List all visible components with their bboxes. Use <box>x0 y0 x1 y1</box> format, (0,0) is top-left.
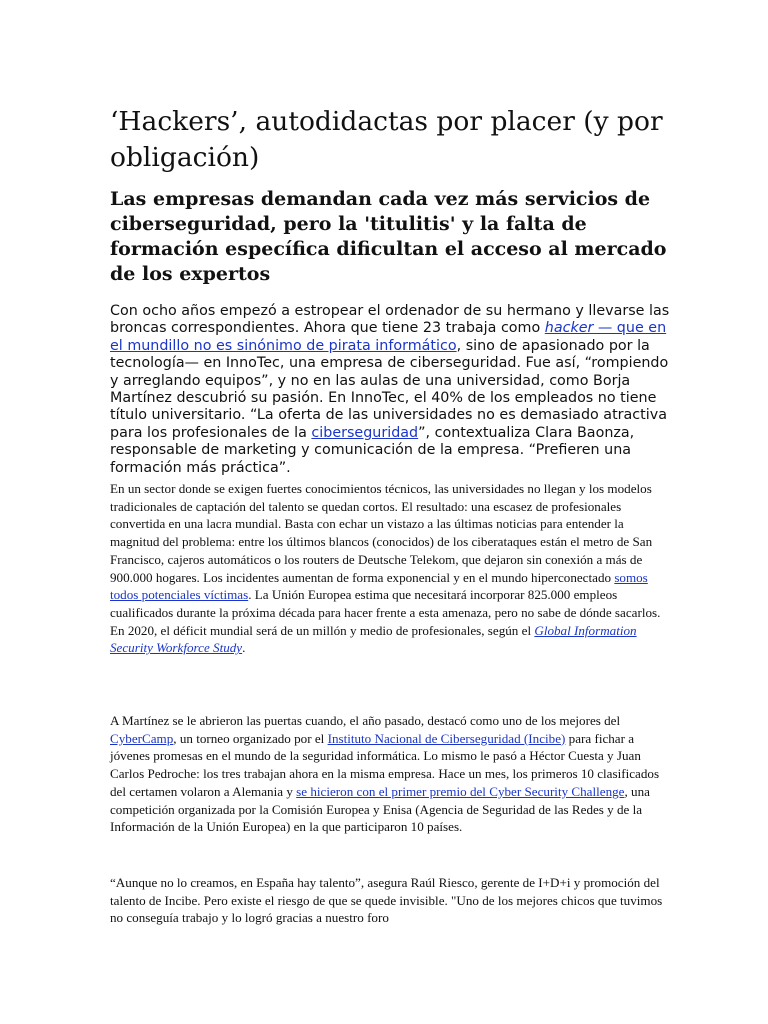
p3-text-4: , una competición organizada por la Comisión Europea y Enisa (Agencia de Seguridad de las Redes y de la Información de la Unión Europea) en la que participaron 10 países. <box>110 783 650 835</box>
p1-text-2: , sino de apasionado por la tecnología— en InnoTec, una empresa de ciberseguridad. Fue así, “rompiendo y arreglando equipos”, y no en las aulas de una universidad, como Borja Martínez descubrió su pasión. En InnoTec, el 40% de los empleados no tiene título universitario. “La oferta de las universidades no es demasiado atractiva para los profesionales de la <box>110 337 669 441</box>
p3-text-1: A Martínez se le abrieron las puertas cuando, el año pasado, destacó como uno de los mejores del <box>110 713 621 728</box>
p1-text-3: ”, contextualiza Clara Baonza, responsable de marketing y comunicación de la empresa. “Prefieren una formación más práctica”. <box>110 424 635 476</box>
hacker-definition-link[interactable]: — que en el mundillo no es sinónimo de pirata informático <box>110 320 667 354</box>
p2-text-3: . <box>242 640 246 656</box>
p4-text-1: “Aunque no lo creamos, en España hay talento”, asegura Raúl Riesco, gerente de I+D+i y promoción del talento de Incibe. Pero existe el riesgo de que se quede invisible. "Uno de los mejores chicos que tuvimos no conseguía trabajo y lo logró gracias a nuestro foro <box>110 875 663 926</box>
incibe-link[interactable]: Instituto Nacional de Ciberseguridad (Incibe) <box>327 730 566 746</box>
cyber-security-challenge-link[interactable]: se hicieron con el primer premio del Cyber Security Challenge <box>296 783 625 799</box>
p1-text-1: Con ocho años empezó a estropear el ordenador de su hermano y llevarse las broncas correspondientes. Ahora que tiene 23 trabaja como <box>110 303 670 337</box>
article-subtitle: Las empresas demandan cada vez más servicios de ciberseguridad, pero la 'titulitis' y la falta de formación específica dificultan el acceso al mercado de los expertos <box>110 188 667 285</box>
paragraph-talento <box>110 874 670 927</box>
hacker-link[interactable]: hacker <box>544 320 594 337</box>
cybercamp-link[interactable]: CyberCamp <box>110 730 174 746</box>
p2-text-2: . La Unión Europea estima que necesitará incorporar 825.000 empleos cualificados durante la próxima década para hacer frente a esta amenaza, pero no sabe de dónde sacarlos. En 2020, el déficit mundial será de un millón y medio de profesionales, según el <box>110 587 661 638</box>
paragraph-cybercamp <box>110 712 670 836</box>
p3-text-2: , un torneo organizado por el <box>173 730 328 746</box>
workforce-study-link[interactable]: Global Information Security Workforce Study <box>110 622 637 656</box>
paragraph-sector <box>110 480 670 657</box>
p3-text-3: para fichar a jóvenes promesas en el mundo de la seguridad informática. Lo mismo le pasó a Héctor Cuesta y Juan Carlos Pedroche: los tres trabajan ahora en la misma empresa. Hace un mes, los primeros 10 clasificados del certamen volaron a Alemania y <box>110 730 660 799</box>
p2-text-1: En un sector donde se exigen fuertes conocimientos técnicos, las universidades no llegan y los modelos tradicionales de captación del talento se quedan cortos. El resultado: una escasez de profesionales convertida en una lacra mundial. Basta con echar un vistazo a las últimas noticias para entender la magnitud del problema: entre los últimos blancos (conocidos) de los ciberataques están el metro de San Francisco, cajeros automáticos o los routers de Deutsche Telekom, que dejaron sin conexión a más de 900.000 hogares. Los incidentes aumentan de forma exponencial y en el mundo hiperconectado <box>110 481 653 585</box>
victimas-link[interactable]: somos todos potenciales víctimas <box>110 569 648 603</box>
ciberseguridad-link[interactable]: ciberseguridad <box>311 424 419 441</box>
article-title: ‘Hackers’, autodidactas por placer (y por obligación) <box>110 106 663 173</box>
paragraph-intro <box>110 303 670 477</box>
